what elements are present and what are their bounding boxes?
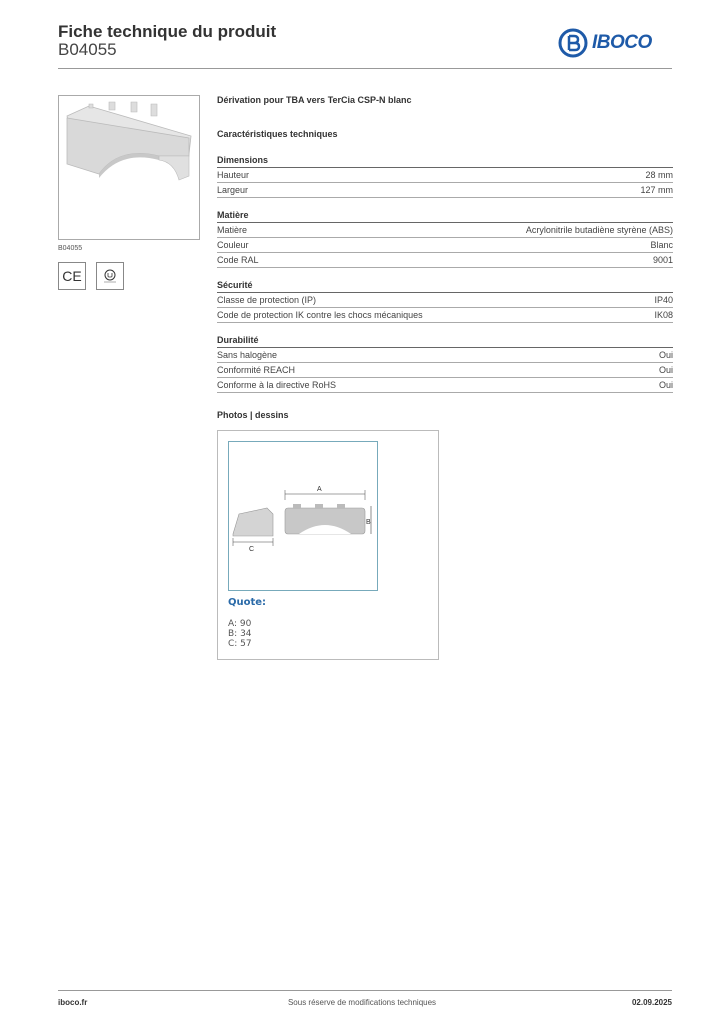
spec-row xyxy=(217,378,673,393)
product-description: Dérivation pour TBA vers TerCia CSP-N blanc xyxy=(217,95,412,105)
spec-group-security xyxy=(217,280,673,323)
quote-line: C: 57 xyxy=(228,639,252,649)
spec-value: 127 mm xyxy=(640,185,673,195)
spec-row xyxy=(217,168,673,183)
spec-group-material xyxy=(217,210,673,268)
ul-mark-icon xyxy=(96,262,124,290)
spec-row xyxy=(217,253,673,268)
spec-group-durability xyxy=(217,335,673,393)
spec-label: Largeur xyxy=(217,185,249,195)
spec-value: IP40 xyxy=(654,295,673,305)
spec-row xyxy=(217,238,673,253)
spec-label: Hauteur xyxy=(217,170,250,180)
spec-value: Oui xyxy=(658,350,673,360)
specs-heading: Caractéristiques techniques xyxy=(217,129,338,139)
dimension-a-label: A xyxy=(317,486,322,493)
spec-value: 9001 xyxy=(652,255,673,265)
footer-note: Sous réserve de modifications techniques xyxy=(287,998,437,1007)
spec-label: Conformité REACH xyxy=(217,365,296,375)
spec-label: Classe de protection (IP) xyxy=(217,295,317,305)
iboco-logo-icon xyxy=(558,28,588,58)
ce-label: CE xyxy=(62,268,82,284)
quote-line: A: 90 xyxy=(228,619,252,629)
header-divider xyxy=(58,68,672,69)
spec-label: Couleur xyxy=(217,240,249,250)
spec-group-dimensions xyxy=(217,155,673,198)
image-caption: B04055 xyxy=(58,245,83,252)
spec-row xyxy=(217,183,673,198)
footer-date: 02.09.2025 xyxy=(631,998,672,1007)
dimension-b-label: B xyxy=(366,519,371,526)
spec-label: Conforme à la directive RoHS xyxy=(217,380,337,390)
product-image xyxy=(58,95,200,240)
dimension-c-label: C xyxy=(249,546,255,553)
group-title: Sécurité xyxy=(217,280,673,293)
page-title: Fiche technique du produit xyxy=(58,22,277,41)
spec-row xyxy=(217,293,673,308)
spec-value: Blanc xyxy=(650,240,673,250)
spec-row xyxy=(217,308,673,323)
footer-website: iboco.fr xyxy=(58,998,88,1007)
drawing-frame xyxy=(228,441,378,591)
group-title: Matière xyxy=(217,210,673,223)
spec-row xyxy=(217,223,673,238)
spec-label: Code RAL xyxy=(217,255,259,265)
group-title: Durabilité xyxy=(217,335,673,348)
spec-value: Acrylonitrile butadiène styrène (ABS) xyxy=(525,225,673,235)
quote-line: B: 34 xyxy=(228,629,252,639)
spec-label: Code de protection IK contre les chocs mécaniques xyxy=(217,310,423,320)
ce-mark-icon xyxy=(58,262,86,290)
spec-row xyxy=(217,348,673,363)
spec-content xyxy=(217,95,673,405)
spec-label: Matière xyxy=(217,225,248,235)
spec-value: 28 mm xyxy=(645,170,673,180)
technical-drawing xyxy=(217,430,439,660)
spec-label: Sans halogène xyxy=(217,350,278,360)
photos-heading: Photos | dessins xyxy=(217,410,289,420)
footer-divider xyxy=(58,990,672,991)
quote-title: Quote: xyxy=(228,597,267,608)
product-code: B04055 xyxy=(58,40,117,59)
spec-row xyxy=(217,363,673,378)
spec-value: Oui xyxy=(658,380,673,390)
group-title: Dimensions xyxy=(217,155,673,168)
logo-text: IBOCO xyxy=(592,32,652,53)
spec-value: Oui xyxy=(658,365,673,375)
brand-logo xyxy=(558,28,652,58)
spec-value: IK08 xyxy=(654,310,673,320)
